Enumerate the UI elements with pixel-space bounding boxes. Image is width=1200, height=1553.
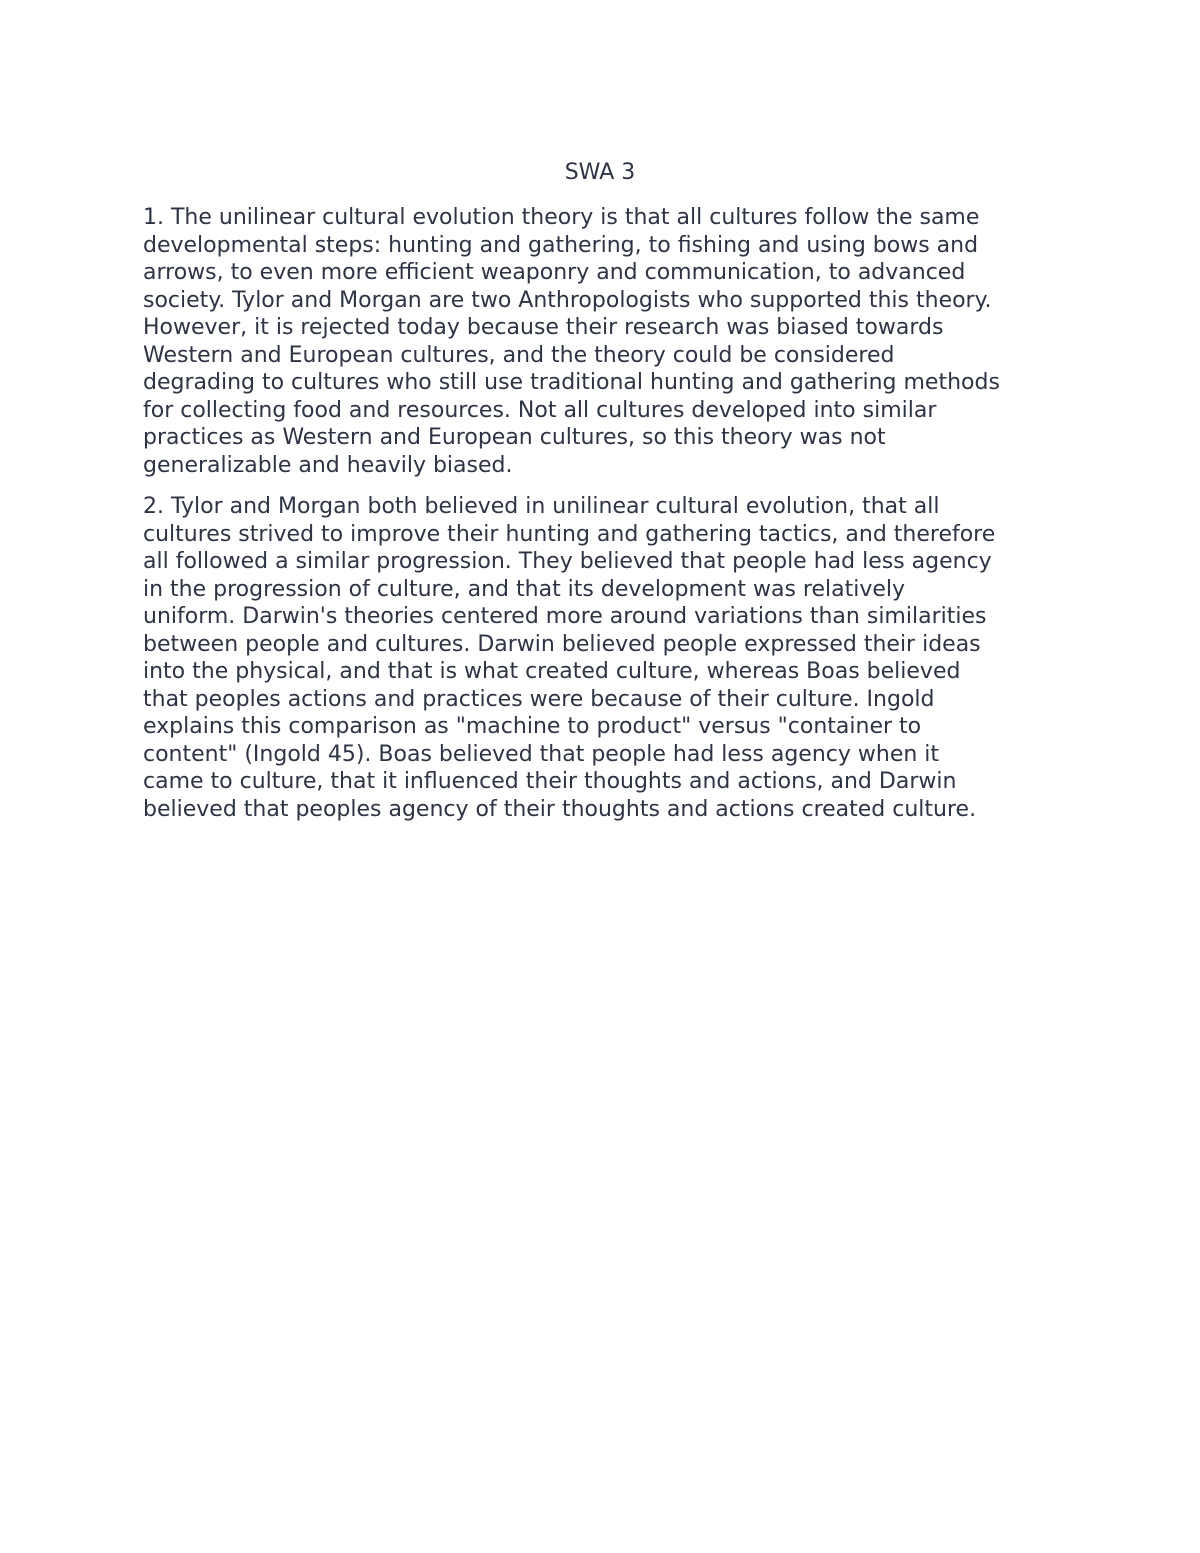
- text-line: Western and European cultures, and the theory could be considered: [143, 342, 895, 368]
- paragraph-2: [143, 493, 1068, 823]
- text-line: generalizable and heavily biased.: [143, 452, 513, 478]
- text-line: degrading to cultures who still use traditional hunting and gathering methods: [143, 370, 1000, 395]
- text-line: for collecting food and resources. Not all cultures developed into similar: [143, 397, 937, 423]
- text-line: 2. Tylor and Morgan both believed in unilinear cultural evolution, that all: [143, 494, 940, 519]
- text-line: developmental steps: hunting and gathering, to fishing and using bows and: [143, 232, 979, 258]
- text-line: uniform. Darwin's theories centered more around variations than similarities: [143, 604, 987, 629]
- text-line: society. Tylor and Morgan are two Anthropologists who supported this theory.: [143, 287, 992, 313]
- text-line: that peoples actions and practices were because of their culture. Ingold: [143, 686, 935, 712]
- text-line: came to culture, that it influenced their thoughts and actions, and Darwin: [143, 769, 957, 794]
- text-line: practices as Western and European cultures, so this theory was not: [143, 425, 886, 450]
- text-line: However, it is rejected today because their research was biased towards: [143, 315, 944, 340]
- text-line: in the progression of culture, and that its development was relatively: [143, 576, 906, 602]
- paragraph-1: [143, 204, 1068, 479]
- text-line: between people and cultures. Darwin believed people expressed their ideas: [143, 631, 981, 657]
- text-line: believed that peoples agency of their thoughts and actions created culture.: [143, 796, 977, 822]
- text-line: content" (Ingold 45). Boas believed that people had less agency when it: [143, 741, 940, 767]
- text-line: arrows, to even more efficient weaponry and communication, to advanced: [143, 260, 966, 285]
- text-line: all followed a similar progression. They believed that people had less agency: [143, 549, 992, 574]
- text-line: 1. The unilinear cultural evolution theory is that all cultures follow the same: [143, 205, 980, 230]
- document-title: SWA 3: [564, 160, 636, 185]
- text-line: into the physical, and that is what created culture, whereas Boas believed: [143, 659, 961, 684]
- text-line: cultures strived to improve their hunting and gathering tactics, and therefore: [143, 521, 996, 547]
- text-line: explains this comparison as "machine to product" versus "container to: [143, 714, 922, 739]
- document-body: [143, 204, 1068, 837]
